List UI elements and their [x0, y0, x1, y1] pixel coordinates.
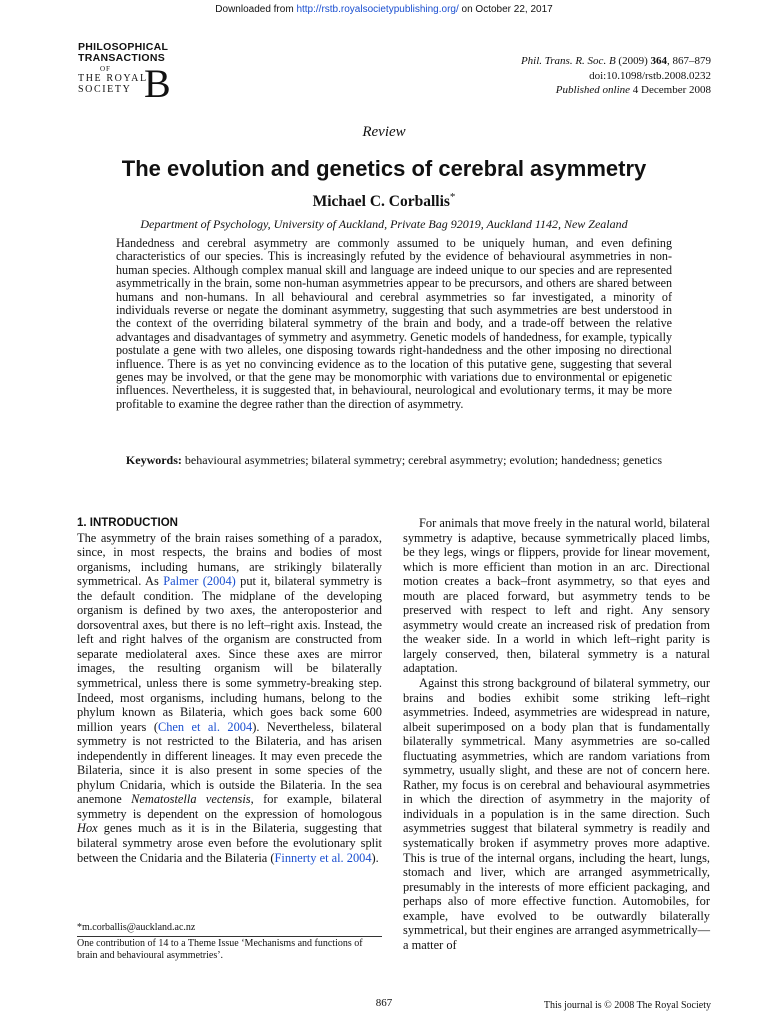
author-name [0, 191, 768, 211]
ref-chen-2004[interactable]: Chen et al. 2004 [157, 719, 253, 734]
published-label: Published online [555, 84, 631, 96]
text-run: The asymmetry of the brain raises something of a paradox, since, in most respects, the brains and bodies of most organisms, including humans, are strikingly bilaterally symmetrical. As [77, 530, 382, 589]
text-run: , for example, bilateral symmetry is dependent on the expression of homologous [77, 792, 383, 821]
author-footnote-mark: * [449, 191, 456, 203]
copyright: This journal is © 2008 The Royal Society [543, 1000, 711, 1011]
text-run: put it, bilateral symmetry is the default condition. The midplane of the developing organism is defined by two axes, the anteroposterior and dorsoventral axes, but there is no left–right axis. Instead, the left and right halves of the organism are constructed from separate mediolateral axes. Since these axes are mirror images, the resulting organism will be bilaterally symmetrical, unless there is some symmetry-breaking step. Indeed, most organisms, including humans, belong to the phylum known as Bilateria, which goes back some 600 million years ( [77, 574, 382, 734]
left-column [77, 516, 382, 865]
intro-paragraph-1 [77, 531, 382, 866]
download-notice [0, 4, 768, 15]
journal-name: Phil. Trans. R. Soc. B [520, 55, 616, 67]
citation-volume: 364 [650, 55, 667, 67]
article-type: Review [362, 124, 406, 140]
footnote-divider [77, 936, 382, 937]
article-title: The evolution and genetics of cerebral asymmetry [121, 156, 647, 181]
citation-block [411, 54, 711, 98]
text-run: ). Nevertheless, bilateral symmetry is not restricted to the Bilateria, and has arisen independently in different lineages. It may even precede the Bilateria, since it is also present in some species of the phylum Cnidaria, which is outside the Bilateria. In the sea anemone [77, 719, 382, 807]
keywords-list: behavioural asymmetries; bilateral symmetry; cerebral asymmetry; evolution; handedness; genetics [181, 453, 663, 467]
royal-society-logo [78, 41, 188, 106]
citation-pages: , 867–879 [667, 55, 711, 67]
download-suffix: on October 22, 2017 [458, 4, 553, 15]
footnote-contribution: One contribution of 14 to a Theme Issue ‘Mechanisms and functions of brain and behavioural asymmetries’. [77, 938, 363, 961]
section-heading: 1. INTRODUCTION [77, 517, 178, 529]
intro-paragraph-3: Against this strong background of bilateral symmetry, our brains and bodies exhibit some striking left–right asymmetries. Indeed, asymmetries are widespread in nature, albeit superimposed on a body plan that is fundamentally bilaterally symmetrical. Many asymmetries are so-called fluctuating asymmetries, which are random variations from symmetry, usually slight, and these are not of concern here. Rather, my focus is on cerebral and behavioural asymmetries in which the direction of asymmetry in the majority of individuals in a population is in the same direction. Such asymmetries suggest that bilateral symmetry is readily and systematically broken if asymmetry proves more adaptive. This is true of the internal organs, including the heart, lungs, stomach and liver, which are arranged asymmetrically, presumably in the interests of more efficient packaging, and perhaps also of more effective function. Automobiles, for example, have evolved to be outwardly bilaterally symmetrical, but their engines are arranged asymmetrically—a matter of [403, 676, 710, 952]
intro-paragraph-2: For animals that move freely in the natural world, bilateral symmetry is adaptive, because symmetrically placed limbs, be they legs, wings or flippers, provide for linear movement, which is more efficient than motion in an arc. Directional motion creates a back–front asymmetry, so that eyes and mouth are placed forward, but asymmetry tends to be preserved with respect to left and right. Any sensory asymmetry would create an increased risk of predation from the weaker side. In a world in which left–right parity is largely conserved, then, bilateral symmetry is a natural adaptation. [403, 516, 710, 676]
author-text: Michael C. Corballis [312, 193, 450, 211]
gene-name: Hox [77, 821, 98, 836]
ref-finnerty-2004[interactable]: Finnerty et al. 2004 [274, 850, 372, 865]
citation-line [411, 54, 711, 69]
logo-letter-b: B [144, 61, 171, 106]
page-number: 867 [375, 997, 393, 1009]
footnote-email: *m.corballis@auckland.ac.nz [77, 922, 196, 933]
logo-line-5: SOCIETY [78, 84, 132, 95]
logo-line-3: OF [100, 65, 111, 73]
species-name: Nematostella vectensis [131, 792, 251, 807]
keywords-label: Keywords: [125, 453, 182, 467]
doi: doi:10.1098/rstb.2008.0232 [589, 69, 711, 82]
download-link[interactable]: http://rstb.royalsocietypublishing.org/ [296, 4, 459, 15]
right-column [403, 516, 710, 952]
logo-line-4: THE ROYAL [78, 73, 148, 84]
logo-line-1: PHILOSOPHICAL [78, 41, 169, 53]
download-prefix: Downloaded from [215, 4, 297, 15]
text-run: genes much as it is in the Bilateria, suggesting that bilateral symmetry arose even before the evolutionary split between the Cnidaria and the Bilateria ( [77, 821, 382, 865]
abstract: Handedness and cerebral asymmetry are commonly assumed to be uniquely human, and even defining characteristics of our species. This is increasingly refuted by the evidence of behavioural asymmetries in non-human species. Although complex manual skill and language are indeed unique to our species and are represented asymmetrically in the brain, some non-human asymmetries appear to be precursors, and others are shared between humans and non-humans. In all behavioural and cerebral asymmetries so far investigated, a minority of individuals reverse or negate the dominant asymmetry, suggesting that such asymmetries are best understood in the context of the overriding bilateral symmetry of the brain and body, and a trade-off between the relative advantages and disadvantages of symmetry and asymmetry. Genetic models of handedness, for example, typically postulate a gene with two alleles, one disposing towards right-handedness and the other imposing no directional influence. There is as yet no convincing evidence as to the location of this putative gene, suggesting that several genes may be involved, or that the gene may be monomorphic with variations due to environmental or epigenetic influences. Nevertheless, it is suggested that, in behavioural, neurological and evolutionary terms, it may be more profitable to examine the degree rather than the direction of asymmetry. [116, 236, 672, 411]
citation-year: (2009) [618, 55, 648, 67]
affiliation: Department of Psychology, University of Auckland, Private Bag 92019, Auckland 1142, New Zealand [140, 217, 628, 231]
ref-palmer-2004[interactable]: Palmer (2004) [163, 574, 236, 589]
published-line [411, 83, 711, 98]
logo-line-2: TRANSACTIONS [78, 52, 166, 64]
keywords [116, 453, 672, 468]
published-date: 4 December 2008 [630, 84, 711, 96]
text-run: ). [371, 850, 379, 865]
